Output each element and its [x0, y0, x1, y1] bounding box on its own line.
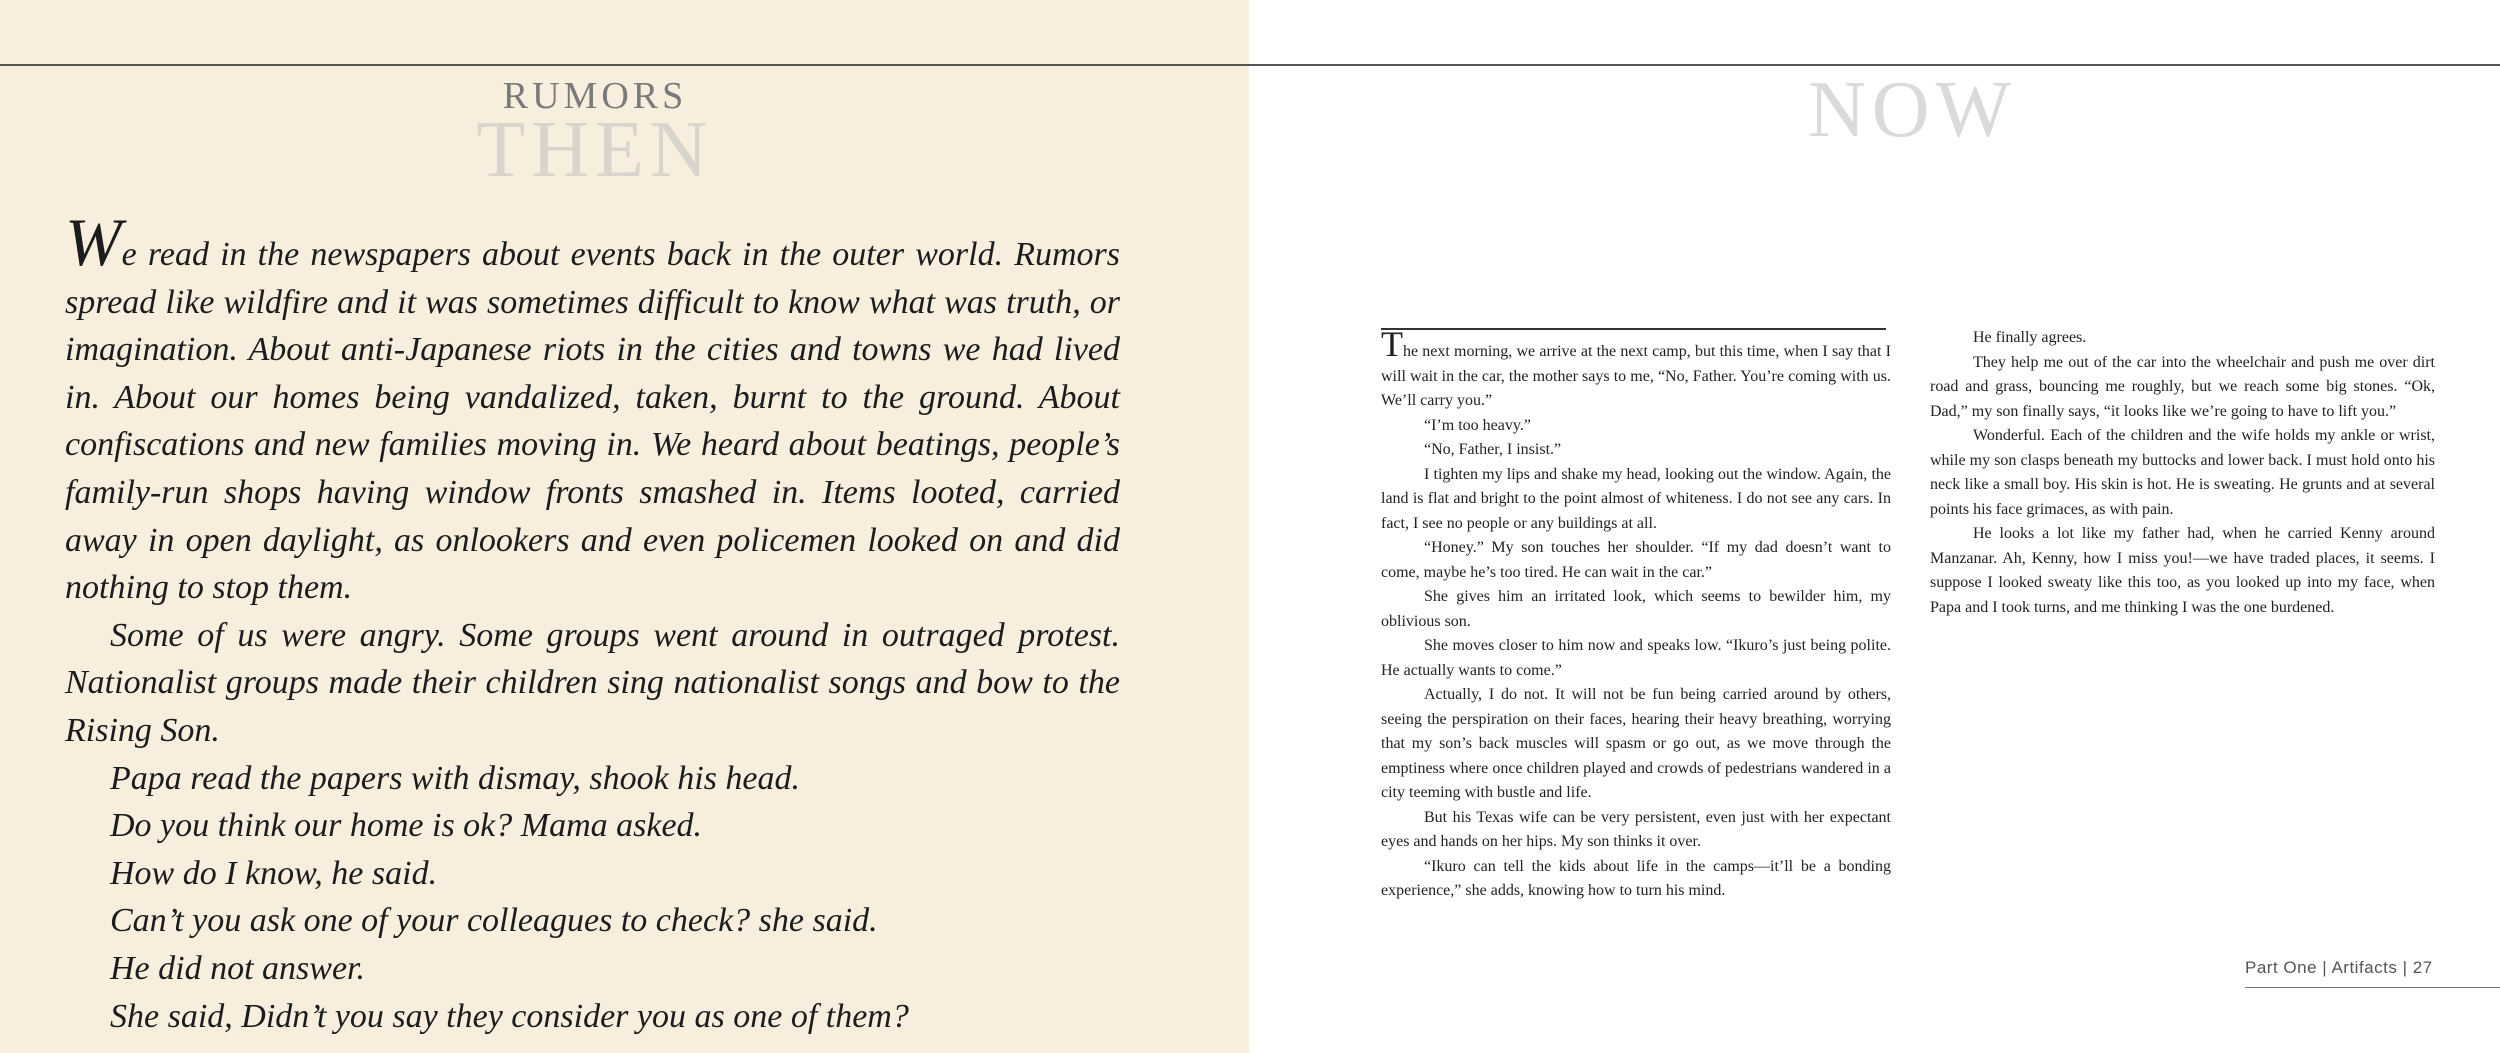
now-paragraph-3: “No, Father, I insist.”: [1424, 441, 1562, 458]
page-folio: Part One | Artifacts | 27: [2245, 958, 2433, 977]
then-title: THEN: [476, 106, 714, 194]
now-paragraph-1-text: he next morning, we arrive at the next camp, but this time, when I say that I will wait in the car, the mother says to me, “No, Father. You’re coming with us. We’ll carry you.”: [1381, 343, 1891, 409]
then-paragraph-1-text: e read in the newspapers about events back in the outer world. Rumors spread like wildfire and it was sometimes difficult to know what was truth, or imagination. About anti-Japanese riots in the cities and towns we had lived in. About our homes being vandalized, taken, burnt to the ground. About confiscations and new families moving in. We heard about beatings, people’s family-run shops having window fronts smashed in. Items looted, carried away in open daylight, as onlookers and even policemen looked on and did nothing to stop them.: [65, 236, 1120, 607]
now-paragraph-6: She gives him an irritated look, which seems to bewilder him, my oblivious son.: [1381, 588, 1891, 630]
drop-cap: W: [65, 204, 122, 280]
now-paragraph-12: They help me out of the car into the wheelchair and push me over dirt road and grass, bouncing me roughly, but we reach some big stones. “Ok, Dad,” my son finally says, “it looks like we’re going to have to lift you.”: [1930, 353, 2435, 420]
folio-rule: [2245, 987, 2500, 988]
header-rule: [0, 64, 2500, 66]
now-paragraph-13: Wonderful. Each of the children and the wife holds my ankle or wrist, while my son clasps beneath my buttocks and lower back. I must hold onto his neck like a small boy. His skin is hot. He is sweating. He grunts and at several points his face grimaces, as with pain.: [1930, 427, 2435, 518]
then-paragraph-8: She said, Didn’t you say they consider you as one of them?: [110, 997, 909, 1035]
now-paragraph-11: He finally agrees.: [1973, 329, 2087, 346]
then-paragraph-2: Some of us were angry. Some groups went around in outraged protest. Nationalist groups made their children sing nationalist songs and bow to the Rising Son.: [65, 616, 1120, 749]
now-drop-cap: T: [1381, 324, 1403, 364]
now-paragraph-14: He looks a lot like my father had, when he carried Kenny around Manzanar. Ah, Kenny, how I miss you!—we have traded places, it seems. I suppose I looked sweaty like this too, as you looked up into my face, when Papa and I took turns, and me thinking I was the one burdened.: [1930, 525, 2435, 616]
then-paragraph-4: Do you think our home is ok? Mama asked.: [110, 807, 703, 845]
now-paragraph-9: But his Texas wife can be very persistent, even just with her expectant eyes and hands on her hips. My son thinks it over.: [1381, 808, 1891, 850]
now-paragraph-2: “I’m too heavy.”: [1424, 416, 1531, 434]
now-paragraph-5: “Honey.” My son touches her shoulder. “If my dad doesn’t want to come, maybe he’s too tired. He can wait in the car.”: [1381, 539, 1891, 581]
then-paragraph-1: [65, 204, 1120, 612]
left-page: [0, 0, 1249, 1053]
now-paragraph-8: Actually, I do not. It will not be fun being carried around by others, seeing the perspiration on their faces, hearing their heavy breathing, worrying that my son’s back muscles will spasm or go out, as we move through the emptiness where once children played and crowds of pedestrians wandered in a city teeming with bustle and life.: [1381, 686, 1891, 801]
then-story: [65, 204, 1120, 1040]
section-kicker: RUMORS: [502, 75, 688, 117]
then-paragraph-6: Can’t you ask one of your colleagues to check? she said.: [110, 902, 878, 940]
now-paragraph-4: I tighten my lips and shake my head, looking out the window. Again, the land is flat and bright to the point almost of whiteness. I do not see any cars. In fact, I see no people or any buildings at all.: [1381, 465, 1891, 532]
now-right-column: [1930, 326, 2435, 620]
then-paragraph-3: Papa read the papers with dismay, shook his head.: [110, 759, 801, 797]
now-paragraph-7: She moves closer to him now and speaks low. “Ikuro’s just being polite. He actually wants to come.”: [1381, 637, 1891, 679]
then-paragraph-7: He did not answer.: [110, 949, 365, 987]
now-paragraph-1: [1381, 324, 1891, 414]
then-paragraph-5: How do I know, he said.: [110, 854, 438, 892]
now-paragraph-10: “Ikuro can tell the kids about life in the camps—it’ll be a bonding experience,” she adds, knowing how to turn his mind.: [1381, 857, 1891, 899]
now-title: NOW: [1808, 66, 2018, 154]
column-rule: [1381, 328, 1886, 330]
now-left-column: [1381, 324, 1891, 904]
